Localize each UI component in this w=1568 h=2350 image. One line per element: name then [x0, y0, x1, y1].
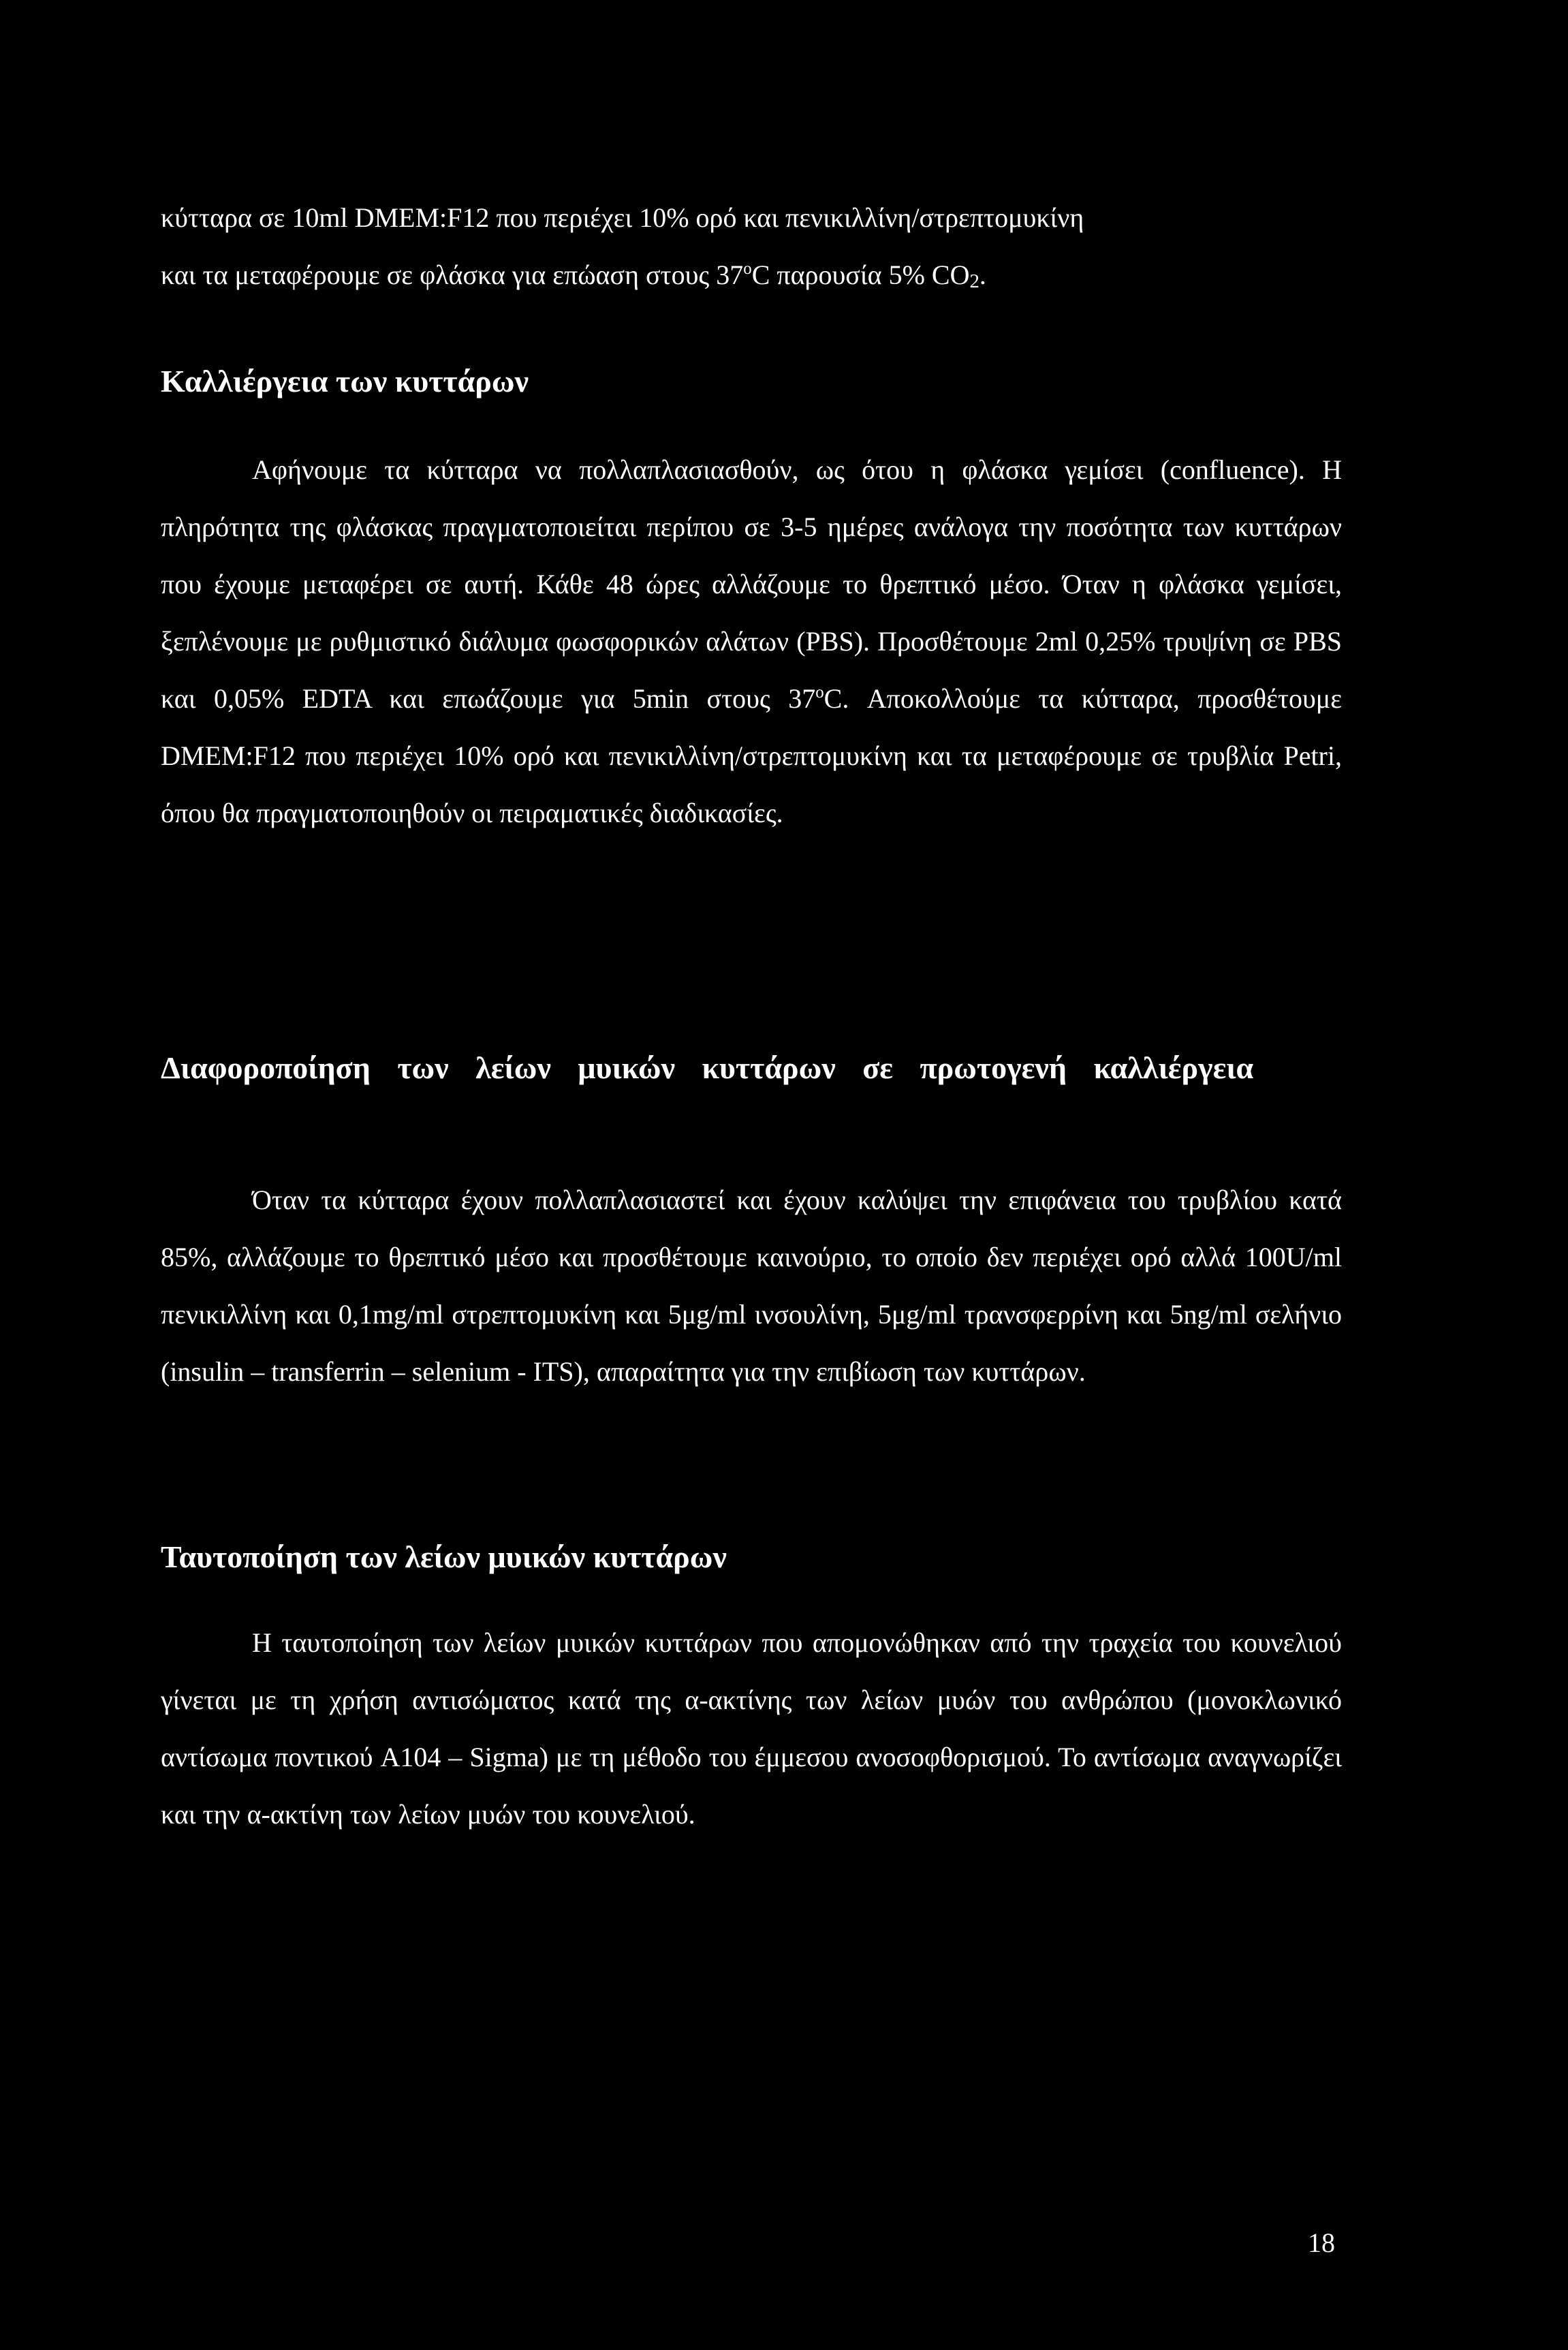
co2-subscript: 2: [969, 270, 979, 293]
intro-line-2-text-c: .: [979, 260, 986, 290]
intro-paragraph: [161, 189, 1342, 304]
intro-line-1-text: κύτταρα σε 10ml DMEM:F12 που περιέχει 10% ορό και πενικιλλίνη/στρεπτομυκίνη: [161, 202, 1084, 233]
intro-line-2-text-a: και τα μεταφέρουμε σε φλάσκα για επώαση στους 37: [161, 260, 744, 290]
differentiation-paragraph: Όταν τα κύτταρα έχουν πολλαπλασιαστεί και έχουν καλύψει την επιφάνεια του τρυβλίου κατά 85%, αλλάζουμε το θρεπτικό μέσο και προσθέτουμε καινούριο, το οποίο δεν περιέχει ορό αλλά 100U/ml πενικιλλίνη και 0,1mg/ml στρεπτομυκίνη και 5μg/ml ινσουλίνη, 5μg/ml τρανσφερρίνη και 5ng/ml σελήνιο (insulin – transferrin – selenium - ITS), απαραίτητα για την επιβίωση των κυττάρων.: [161, 1185, 1342, 1387]
page-number: 18: [1308, 2227, 1335, 2258]
culture-heading: Καλλιέργεια των κυττάρων: [161, 364, 529, 398]
intro-line-2: [161, 260, 986, 293]
identification-paragraph: Η ταυτοποίηση των λείων μυικών κυττάρων που απομονώθηκαν από την τραχεία του κουνελιού γίνεται με τη χρήση αντισώματος κατά της α-ακτίνης των λείων μυών του ανθρώπου (μονοκλωνικό αντίσωμα ποντικού A104 – Sigma) με τη μέθοδο του έμμεσου ανοσοφθορισμού. Το αντίσωμα αναγνωρίζει και την α-ακτίνη των λείων μυών του κουνελιού.: [161, 1627, 1342, 1830]
culture-paragraph-tail: C. Αποκολλούμε τα κύτταρα, προσθέτουμε DMEM:F12 που περιέχει 10% ορό και πενικιλλίνη/στρεπτομυκίνη και τα μεταφέρουμε σε τρυβλία Petri, όπου θα πραγματοποιηθούν οι πειραματικές διαδικασίες.: [161, 683, 1343, 828]
intro-line-2-text-b: C παρουσία 5% CO: [751, 260, 970, 290]
culture-degree-superscript: o: [815, 683, 824, 702]
intro-line-1: [161, 202, 1084, 233]
degree-superscript: o: [743, 260, 752, 279]
identification-heading: Ταυτοποίηση των λείων μυικών κυττάρων: [161, 1539, 727, 1574]
culture-paragraph: [161, 441, 1342, 842]
culture-paragraph-text: Αφήνουμε τα κύτταρα να πολλαπλασιασθούν, ως ότου η φλάσκα γεμίσει (confluence). Η πληρότητα της φλάσκας πραγματοποιείται περίπου σε 3-5 ημέρες ανάλογα την ποσότητα των κυττάρων που έχουμε μεταφέρει σε αυτή. Κάθε 48 ώρες αλλάζουμε το θρεπτικό μέσο. Όταν η φλάσκα γεμίσει, ξεπλένουμε με ρυθμιστικό διάλυμα φωσφορικών αλάτων (PBS). Προσθέτουμε 2ml 0,25% τρυψίνη σε PBS και 0,05% EDTA και επωάζουμε για 5min στους 37: [161, 454, 1342, 714]
differentiation-heading: Διαφοροποίηση των λείων μυικών κυττάρων σε πρωτογενή καλλιέργεια: [161, 1050, 1254, 1085]
